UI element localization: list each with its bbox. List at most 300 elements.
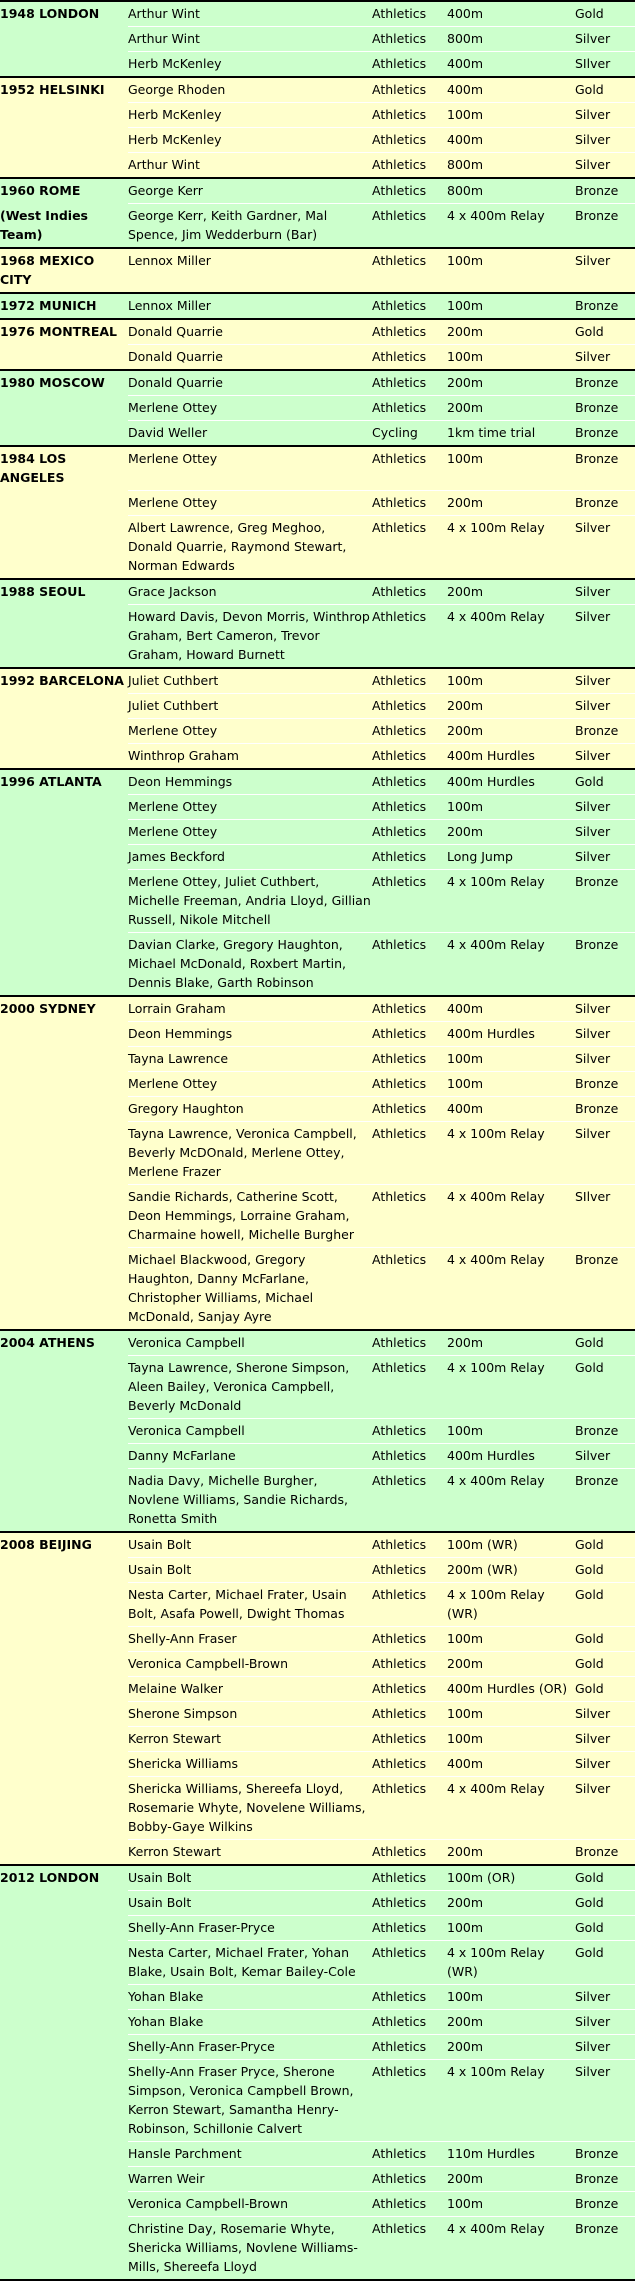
athlete-cell: Shelly-Ann Fraser Pryce, Sherone Simpson, Veronica Campbell Brown, Kerron Stewart, Samantha Henry-Robinson, Schillonie Calvert — [128, 2059, 372, 2141]
sport-cell: Athletics — [372, 844, 447, 869]
games-cell-empty — [0, 1096, 128, 1121]
table-row — [0, 1071, 635, 1096]
games-cell-empty — [0, 1651, 128, 1676]
table-row — [0, 932, 635, 996]
event-cell: 4 x 100m Relay — [447, 1355, 575, 1418]
sport-cell: Athletics — [372, 1626, 447, 1651]
athlete-cell: Usain Bolt — [128, 1890, 372, 1915]
sport-cell: Athletics — [372, 1046, 447, 1071]
sport-cell: Athletics — [372, 2216, 447, 2280]
athlete-cell: Merlene Ottey — [128, 396, 372, 421]
games-group — [0, 1330, 635, 1532]
athlete-cell: Yohan Blake — [128, 1984, 372, 2009]
table-row — [0, 2166, 635, 2191]
medal-cell: Gold — [575, 1890, 635, 1915]
medal-cell: Silver — [575, 2009, 635, 2034]
sport-cell: Athletics — [372, 319, 447, 345]
sport-cell: Athletics — [372, 2009, 447, 2034]
athlete-cell: Usain Bolt — [128, 1532, 372, 1558]
event-cell: 200m — [447, 2009, 575, 2034]
sport-cell: Athletics — [372, 2034, 447, 2059]
games-cell-empty — [0, 1676, 128, 1701]
athlete-cell: Deon Hemmings — [128, 1021, 372, 1046]
games-cell-empty — [0, 1751, 128, 1776]
medal-cell: Bronze — [575, 2216, 635, 2280]
games-label: 1948 LONDON — [0, 1, 128, 27]
athlete-cell: Shelly-Ann Fraser-Pryce — [128, 2034, 372, 2059]
table-row — [0, 319, 635, 345]
games-label: 2000 SYDNEY — [0, 996, 128, 1022]
sport-cell: Athletics — [372, 604, 447, 668]
athlete-cell: Juliet Cuthbert — [128, 668, 372, 694]
table-row — [0, 579, 635, 605]
sport-cell: Athletics — [372, 2191, 447, 2216]
games-group — [0, 446, 635, 579]
games-cell-empty — [0, 1890, 128, 1915]
games-group — [0, 293, 635, 319]
games-cell-empty — [0, 515, 128, 579]
medal-cell: Silver — [575, 1984, 635, 2009]
event-cell: 4 x 400m Relay — [447, 1468, 575, 1532]
games-cell-empty — [0, 1021, 128, 1046]
games-group — [0, 1865, 635, 2280]
athlete-cell: Albert Lawrence, Greg Meghoo, Donald Quarrie, Raymond Stewart, Norman Edwards — [128, 515, 372, 579]
athlete-cell: Veronica Campbell-Brown — [128, 1651, 372, 1676]
table-row — [0, 1096, 635, 1121]
event-cell: 200m — [447, 1651, 575, 1676]
event-cell: 100m — [447, 248, 575, 293]
table-row — [0, 345, 635, 371]
medal-cell: Bronze — [575, 204, 635, 249]
sport-cell: Athletics — [372, 103, 447, 128]
table-row — [0, 1751, 635, 1776]
event-cell: 4 x 400m Relay — [447, 1776, 575, 1839]
table-row — [0, 2216, 635, 2280]
medal-cell: Bronze — [575, 2166, 635, 2191]
sport-cell: Athletics — [372, 718, 447, 743]
sport-cell: Athletics — [372, 396, 447, 421]
event-cell: 100m — [447, 794, 575, 819]
athlete-cell: Yohan Blake — [128, 2009, 372, 2034]
table-row — [0, 1915, 635, 1940]
medal-cell: Bronze — [575, 1418, 635, 1443]
event-cell: 4 x 100m Relay — [447, 1121, 575, 1184]
event-cell: 200m — [447, 2166, 575, 2191]
event-cell: 1km time trial — [447, 421, 575, 447]
sport-cell: Athletics — [372, 1468, 447, 1532]
table-row — [0, 396, 635, 421]
medal-cell: Silver — [575, 1443, 635, 1468]
athlete-cell: Donald Quarrie — [128, 370, 372, 396]
athlete-cell: Hansle Parchment — [128, 2141, 372, 2166]
games-group — [0, 769, 635, 996]
sport-cell: Athletics — [372, 1676, 447, 1701]
games-cell-empty — [0, 2141, 128, 2166]
table-row — [0, 2009, 635, 2034]
athlete-cell: Merlene Ottey — [128, 1071, 372, 1096]
games-cell-empty — [0, 693, 128, 718]
sport-cell: Athletics — [372, 1984, 447, 2009]
medal-cell: Silver — [575, 668, 635, 694]
event-cell: 200m — [447, 819, 575, 844]
event-cell: 100m (WR) — [447, 1532, 575, 1558]
games-cell-empty — [0, 869, 128, 932]
table-row — [0, 77, 635, 103]
sport-cell: Athletics — [372, 153, 447, 179]
table-row — [0, 204, 635, 249]
athlete-cell: Kerron Stewart — [128, 1726, 372, 1751]
games-cell-empty — [0, 743, 128, 769]
athlete-cell: Warren Weir — [128, 2166, 372, 2191]
athlete-cell: Juliet Cuthbert — [128, 693, 372, 718]
table-row — [0, 1984, 635, 2009]
medal-cell: Bronze — [575, 396, 635, 421]
sport-cell: Athletics — [372, 819, 447, 844]
games-label: 1976 MONTREAL — [0, 319, 128, 345]
table-row — [0, 103, 635, 128]
games-label: 1988 SEOUL — [0, 579, 128, 605]
sport-cell: Athletics — [372, 996, 447, 1022]
medal-cell: Silver — [575, 1021, 635, 1046]
athlete-cell: Herb McKenley — [128, 103, 372, 128]
sport-cell: Athletics — [372, 1701, 447, 1726]
sport-cell: Athletics — [372, 769, 447, 795]
event-cell: 110m Hurdles — [447, 2141, 575, 2166]
sport-cell: Athletics — [372, 1940, 447, 1984]
games-cell-empty — [0, 1776, 128, 1839]
athlete-cell: Donald Quarrie — [128, 345, 372, 371]
medal-cell: Bronze — [575, 2141, 635, 2166]
medal-cell: SIlver — [575, 1184, 635, 1247]
table-row — [0, 1651, 635, 1676]
event-cell: 4 x 100m Relay (WR) — [447, 1582, 575, 1626]
medal-cell: Gold — [575, 1651, 635, 1676]
sport-cell: Athletics — [372, 1, 447, 27]
event-cell: 4 x 100m Relay — [447, 2059, 575, 2141]
table-row — [0, 1184, 635, 1247]
table-row — [0, 1443, 635, 1468]
athlete-cell: David Weller — [128, 421, 372, 447]
athlete-cell: Merlene Ottey — [128, 819, 372, 844]
event-cell: 100m — [447, 345, 575, 371]
athlete-cell: Grace Jackson — [128, 579, 372, 605]
event-cell: 400m — [447, 128, 575, 153]
athlete-cell: Donald Quarrie — [128, 319, 372, 345]
athlete-cell: Sandie Richards, Catherine Scott, Deon Hemmings, Lorraine Graham, Charmaine howell, Michelle Burgher — [128, 1184, 372, 1247]
event-cell: 100m — [447, 1726, 575, 1751]
sport-cell: Athletics — [372, 1839, 447, 1865]
table-row — [0, 515, 635, 579]
event-cell: 200m — [447, 490, 575, 515]
medal-cell: Bronze — [575, 490, 635, 515]
medal-cell: Silver — [575, 153, 635, 179]
table-row — [0, 769, 635, 795]
games-label: 2004 ATHENS — [0, 1330, 128, 1356]
event-cell: 100m — [447, 446, 575, 490]
games-cell-empty — [0, 1839, 128, 1865]
table-row — [0, 1865, 635, 1891]
event-cell: 100m — [447, 668, 575, 694]
event-cell: 4 x 400m Relay — [447, 1184, 575, 1247]
sport-cell: Athletics — [372, 1651, 447, 1676]
sport-cell: Athletics — [372, 1418, 447, 1443]
sport-cell: Athletics — [372, 1071, 447, 1096]
athlete-cell: Merlene Ottey — [128, 718, 372, 743]
athlete-cell: Danny McFarlane — [128, 1443, 372, 1468]
table-row — [0, 1355, 635, 1418]
event-cell: 100m — [447, 1915, 575, 1940]
games-group — [0, 1, 635, 77]
table-row — [0, 1021, 635, 1046]
table-row — [0, 1046, 635, 1071]
sport-cell: Athletics — [372, 248, 447, 293]
medal-cell: Bronze — [575, 293, 635, 319]
table-row — [0, 446, 635, 490]
event-cell: 400m — [447, 52, 575, 78]
medal-cell: Gold — [575, 77, 635, 103]
sport-cell: Athletics — [372, 370, 447, 396]
athlete-cell: Sherone Simpson — [128, 1701, 372, 1726]
medal-cell: Silver — [575, 128, 635, 153]
event-cell: 800m — [447, 153, 575, 179]
games-group — [0, 1532, 635, 1865]
athlete-cell: Merlene Ottey — [128, 490, 372, 515]
table-row — [0, 1557, 635, 1582]
games-cell-empty — [0, 1046, 128, 1071]
games-cell-empty — [0, 1184, 128, 1247]
athlete-cell: Arthur Wint — [128, 153, 372, 179]
medal-cell: Silver — [575, 248, 635, 293]
games-cell-empty — [0, 1915, 128, 1940]
games-label: 1996 ATLANTA — [0, 769, 128, 795]
games-group — [0, 996, 635, 1330]
athlete-cell: Deon Hemmings — [128, 769, 372, 795]
games-group — [0, 248, 635, 293]
games-cell-empty — [0, 345, 128, 371]
event-cell: 400m Hurdles — [447, 769, 575, 795]
event-cell: 400m — [447, 77, 575, 103]
games-label: 1992 BARCELONA — [0, 668, 128, 694]
event-cell: 200m — [447, 370, 575, 396]
sport-cell: Athletics — [372, 932, 447, 996]
medal-cell: Gold — [575, 769, 635, 795]
medal-cell: Bronze — [575, 869, 635, 932]
table-row — [0, 52, 635, 78]
table-row — [0, 1247, 635, 1330]
sport-cell: Athletics — [372, 1184, 447, 1247]
table-row — [0, 718, 635, 743]
athlete-cell: Nadia Davy, Michelle Burgher, Novlene Williams, Sandie Richards, Ronetta Smith — [128, 1468, 372, 1532]
games-cell-empty — [0, 490, 128, 515]
games-cell-empty — [0, 1701, 128, 1726]
games-cell-empty — [0, 2034, 128, 2059]
games-label: 1980 MOSCOW — [0, 370, 128, 396]
table-row — [0, 1330, 635, 1356]
games-label: 1972 MUNICH — [0, 293, 128, 319]
sport-cell: Athletics — [372, 1443, 447, 1468]
athlete-cell: Lennox Miller — [128, 293, 372, 319]
event-cell: 100m — [447, 2191, 575, 2216]
athlete-cell: Nesta Carter, Michael Frater, Usain Bolt, Asafa Powell, Dwight Thomas — [128, 1582, 372, 1626]
games-cell-empty — [0, 819, 128, 844]
table-row — [0, 1, 635, 27]
table-row — [0, 1468, 635, 1532]
medal-cell: Silver — [575, 743, 635, 769]
table-row — [0, 2141, 635, 2166]
table-row — [0, 128, 635, 153]
event-cell: 200m — [447, 396, 575, 421]
medal-cell: Gold — [575, 1532, 635, 1558]
event-cell: 4 x 100m Relay (WR) — [447, 1940, 575, 1984]
athlete-cell: Davian Clarke, Gregory Haughton, Michael McDonald, Roxbert Martin, Dennis Blake, Garth Robinson — [128, 932, 372, 996]
medal-cell: Gold — [575, 1355, 635, 1418]
event-cell: 100m (OR) — [447, 1865, 575, 1891]
sport-cell: Athletics — [372, 1021, 447, 1046]
table-row — [0, 844, 635, 869]
athlete-cell: George Kerr, Keith Gardner, Mal Spence, Jim Wedderburn (Bar) — [128, 204, 372, 249]
sport-cell: Athletics — [372, 1330, 447, 1356]
medal-cell: Silver — [575, 1726, 635, 1751]
event-cell: 800m — [447, 27, 575, 52]
games-cell-empty — [0, 1984, 128, 2009]
table-row — [0, 2034, 635, 2059]
event-cell: 100m — [447, 1701, 575, 1726]
games-group — [0, 370, 635, 446]
table-row — [0, 996, 635, 1022]
medal-cell: Gold — [575, 1915, 635, 1940]
medal-cell: Silver — [575, 844, 635, 869]
games-cell-empty — [0, 1071, 128, 1096]
sport-cell: Athletics — [372, 668, 447, 694]
event-cell: 100m — [447, 1418, 575, 1443]
medal-cell: Bronze — [575, 178, 635, 204]
sport-cell: Athletics — [372, 1247, 447, 1330]
games-group — [0, 579, 635, 668]
athlete-cell: Nesta Carter, Michael Frater, Yohan Blake, Usain Bolt, Kemar Bailey-Cole — [128, 1940, 372, 1984]
athlete-cell: Tayna Lawrence — [128, 1046, 372, 1071]
medal-cell: Bronze — [575, 2191, 635, 2216]
medal-cell: Silver — [575, 1046, 635, 1071]
athlete-cell: Kerron Stewart — [128, 1839, 372, 1865]
table-row — [0, 370, 635, 396]
athlete-cell: Veronica Campbell — [128, 1330, 372, 1356]
athlete-cell: Tayna Lawrence, Sherone Simpson, Aleen Bailey, Veronica Campbell, Beverly McDonald — [128, 1355, 372, 1418]
games-cell-empty — [0, 844, 128, 869]
table-row — [0, 1676, 635, 1701]
athlete-cell: Michael Blackwood, Gregory Haughton, Danny McFarlane, Christopher Williams, Michael McDonald, Sanjay Ayre — [128, 1247, 372, 1330]
event-cell: 4 x 100m Relay — [447, 515, 575, 579]
sport-cell: Athletics — [372, 490, 447, 515]
games-cell-empty — [0, 421, 128, 447]
event-cell: 100m — [447, 1626, 575, 1651]
games-label: 1968 MEXICO CITY — [0, 248, 128, 293]
sport-cell: Athletics — [372, 515, 447, 579]
medal-cell: Bronze — [575, 932, 635, 996]
games-cell-empty — [0, 1443, 128, 1468]
medal-cell: Gold — [575, 1, 635, 27]
games-group — [0, 77, 635, 178]
event-cell: 200m — [447, 1890, 575, 1915]
athlete-cell: Lennox Miller — [128, 248, 372, 293]
athlete-cell: Usain Bolt — [128, 1865, 372, 1891]
athlete-cell: Herb McKenley — [128, 128, 372, 153]
table-row — [0, 2059, 635, 2141]
medal-cell: Gold — [575, 1865, 635, 1891]
medal-cell: Gold — [575, 1626, 635, 1651]
sport-cell: Athletics — [372, 1557, 447, 1582]
table-row — [0, 1776, 635, 1839]
games-cell-empty — [0, 1557, 128, 1582]
sport-cell: Athletics — [372, 446, 447, 490]
games-label: 1960 ROME — [0, 178, 128, 204]
medal-cell: Silver — [575, 1776, 635, 1839]
athlete-cell: Christine Day, Rosemarie Whyte, Shericka Williams, Novlene Williams-Mills, Shereefa Lloyd — [128, 2216, 372, 2280]
medal-cell: Gold — [575, 1676, 635, 1701]
sport-cell: Athletics — [372, 345, 447, 371]
medal-cell: Silver — [575, 2034, 635, 2059]
medal-cell: Gold — [575, 1582, 635, 1626]
event-cell: 400m — [447, 1096, 575, 1121]
table-row — [0, 1532, 635, 1558]
event-cell: 400m Hurdles — [447, 1021, 575, 1046]
athlete-cell: Usain Bolt — [128, 1557, 372, 1582]
medal-cell: Gold — [575, 1940, 635, 1984]
table-row — [0, 604, 635, 668]
athlete-cell: Tayna Lawrence, Veronica Campbell, Beverly McDOnald, Merlene Ottey, Merlene Frazer — [128, 1121, 372, 1184]
athlete-cell: Arthur Wint — [128, 27, 372, 52]
sport-cell: Athletics — [372, 1890, 447, 1915]
sport-cell: Athletics — [372, 52, 447, 78]
event-cell: 200m — [447, 2034, 575, 2059]
sport-cell: Athletics — [372, 1582, 447, 1626]
games-cell-empty — [0, 2216, 128, 2280]
event-cell: 200m — [447, 693, 575, 718]
event-cell: 200m — [447, 1839, 575, 1865]
games-cell-empty — [0, 27, 128, 52]
table-row — [0, 1726, 635, 1751]
table-row — [0, 819, 635, 844]
table-row — [0, 1940, 635, 1984]
games-cell-empty — [0, 794, 128, 819]
athlete-cell: Lorrain Graham — [128, 996, 372, 1022]
games-cell-empty — [0, 103, 128, 128]
event-cell: 4 x 400m Relay — [447, 1247, 575, 1330]
table-row — [0, 421, 635, 447]
games-group — [0, 319, 635, 370]
athlete-cell: Gregory Haughton — [128, 1096, 372, 1121]
event-cell: 200m — [447, 1330, 575, 1356]
medal-cell: Silver — [575, 604, 635, 668]
table-row — [0, 1626, 635, 1651]
games-group — [0, 178, 635, 248]
medal-cell: Silver — [575, 819, 635, 844]
medal-cell: Bronze — [575, 1096, 635, 1121]
games-cell-empty — [0, 932, 128, 996]
sport-cell: Athletics — [372, 27, 447, 52]
event-cell: 400m — [447, 1751, 575, 1776]
sport-cell: Athletics — [372, 2059, 447, 2141]
medal-cell: Silver — [575, 345, 635, 371]
event-cell: 100m — [447, 1984, 575, 2009]
sport-cell: Athletics — [372, 1121, 447, 1184]
sport-cell: Athletics — [372, 693, 447, 718]
event-cell: 200m — [447, 579, 575, 605]
games-label: 2012 LONDON — [0, 1865, 128, 1891]
event-cell: Long Jump — [447, 844, 575, 869]
athlete-cell: Merlene Ottey — [128, 794, 372, 819]
athlete-cell: George Kerr — [128, 178, 372, 204]
event-cell: 100m — [447, 293, 575, 319]
